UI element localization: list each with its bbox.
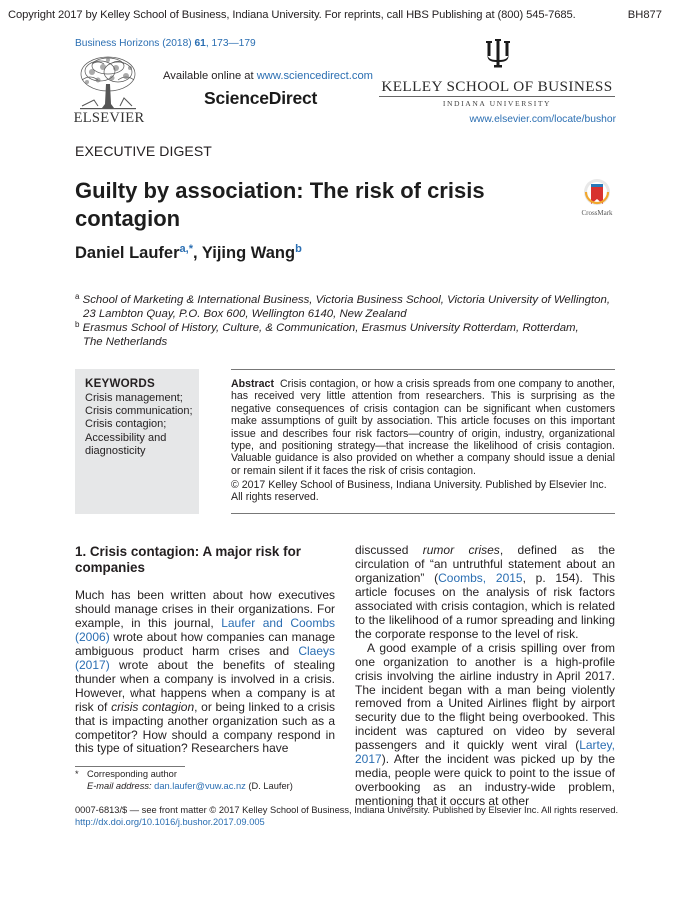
footnote-corresponding: Corresponding author (87, 769, 177, 779)
abstract-top-rule (231, 369, 615, 370)
iu-trident-logo-icon (483, 39, 513, 69)
footnote (75, 768, 293, 792)
paragraph-text: discussed (355, 543, 423, 557)
affiliation-mark: a (75, 292, 80, 301)
copyright-notice: Copyright 2017 by Kelley School of Business, Indiana University. For reprints, call HBS Publishing at (800) 545-7685. (8, 9, 576, 21)
citation-link[interactable]: Claeys (2017) (75, 643, 335, 672)
journal-homepage-link[interactable]: www.elsevier.com/locate/bushor (469, 114, 616, 125)
emphasis-text: crisis contagion (111, 699, 195, 714)
footnote-rule (75, 766, 185, 767)
article-code: BH877 (627, 9, 662, 21)
author-affiliation-mark[interactable]: a,* (179, 243, 193, 255)
emphasis-text: rumor crises (422, 543, 500, 557)
affiliation-a (75, 290, 635, 321)
paragraph-text: , p. 154). This article focuses on the analysis of risk factors associated with crisis contagion, which is related to the likelihood of a rumor spreading and linking the corporate response to the level of risk. (355, 570, 615, 641)
journal-volume: 61 (194, 38, 206, 49)
right-column (355, 544, 615, 809)
issn-text: 0007-6813/$ — see front matter (75, 805, 210, 815)
copyright-icon: © (231, 479, 239, 491)
paragraph-text: A good example of a crisis spilling over from one organization to another is a high-profile crisis involving the airline industry in April 2017. The incident began with a man being violently removed from a United Airlines flight by airport security due to the flight being overbooked. This incident was captured on video by several passengers and it quickly went viral ( (355, 640, 615, 753)
footnote-star: * (75, 769, 79, 779)
copyright-icon: © (209, 805, 217, 815)
paragraph-text: , or being linked to a crisis that is impacting another organization such as a competitor? How should a company respond in this type of situation? Researchers have (75, 699, 335, 756)
article-title: Guilty by association: The risk of crisis contagion (75, 178, 485, 231)
affiliation-line: The Netherlands (83, 336, 168, 348)
keyword-item: Accessibility and (85, 431, 167, 444)
affiliation-line: 23 Lambton Quay, P.O. Box 600, Wellington 6140, New Zealand (83, 308, 407, 320)
author-affiliation-mark[interactable]: b (295, 243, 302, 255)
journal-name: Business Horizons (2018) (75, 38, 195, 49)
abstract-copyright-text: 2017 Kelley School of Business, Indiana University. Published by Elsevier Inc. All rights reserved. (231, 479, 607, 504)
left-column (75, 589, 335, 756)
crossmark-label: CrossMark (581, 209, 613, 217)
paragraph-text: Much has been written about how executives should manage crises in their organizations. For example, in this journal, (75, 588, 335, 630)
citation-link[interactable]: Coombs, 2015 (438, 570, 523, 585)
abstract-copyright (231, 479, 615, 504)
keyword-item: diagnosticity (85, 444, 146, 457)
affiliation-mark: b (75, 320, 80, 329)
sciencedirect-wordmark: ScienceDirect (204, 88, 318, 108)
author-email-link[interactable]: dan.laufer@vuw.ac.nz (154, 781, 246, 791)
citation-link[interactable]: Laufer and Coombs (2006) (75, 615, 335, 644)
article-category: EXECUTIVE DIGEST (75, 143, 212, 159)
doi-link[interactable]: http://dx.doi.org/10.1016/j.bushor.2017.09.005 (75, 817, 265, 827)
elsevier-wordmark: ELSEVIER (73, 110, 145, 126)
paragraph-text: ). After the incident was picked up by the media, people were quick to point to the issue of overbooking as an industry-wide problem, mentioning that it occurs at other (355, 752, 615, 809)
affiliation-line: Erasmus School of History, Culture, & Communication, Erasmus University Rotterdam, Rotterdam, (82, 322, 579, 334)
citation-link[interactable]: Lartey, 2017 (355, 738, 615, 767)
author-list (75, 243, 302, 263)
keyword-item: Crisis contagion; (85, 418, 167, 431)
author-name[interactable]: Daniel Laufer (75, 244, 180, 262)
author-name[interactable]: , Yijing Wang (193, 244, 296, 262)
paragraph (355, 642, 615, 809)
section-heading: 1. Crisis contagion: A major risk for companies (75, 544, 301, 576)
abstract-bottom-rule (231, 513, 615, 514)
kelley-school-name: KELLEY SCHOOL OF BUSINESS (381, 78, 613, 95)
university-name: INDIANA UNIVERSITY (442, 99, 552, 108)
journal-citation[interactable] (75, 38, 256, 49)
abstract (231, 378, 615, 477)
keyword-item: Crisis communication; (85, 405, 193, 418)
abstract-text: Crisis contagion, or how a crisis spreads from one company to another, has received very little attention from researchers. This is surprising as the negative consequences of crisis contagion can be significant when customers make assumptions of guilt by association. This article focuses on this important issue and describes four risk factors—country of origin, industry, organizational type, and positioning strategy—that increase the likelihood of crisis contagion. Valuable guidance is also provided on whether a company should issue a denial or remain silent if it faces the risk of crisis contagion. (231, 378, 615, 477)
paragraph-text: wrote about how companies can manage ambiguous product harm crises and (75, 629, 335, 658)
journal-pages: , 173—179 (205, 38, 256, 49)
school-divider (379, 96, 615, 97)
keywords-list (85, 392, 193, 458)
available-online-label: Available online at (163, 70, 257, 82)
email-label: E-mail address: (87, 781, 155, 791)
available-online (163, 70, 373, 82)
footer-copyright: 2017 Kelley School of Business, Indiana University. Published by Elsevier Inc. All rights reserved. (216, 805, 619, 815)
paragraph (75, 589, 335, 756)
paragraph (355, 544, 615, 642)
sciencedirect-link[interactable]: www.sciencedirect.com (256, 70, 373, 82)
paragraph-text: wrote about the benefits of stealing thunder when a company is involved in a crisis. However, what happens when a company is at risk of (75, 657, 335, 714)
keyword-item: Crisis management; (85, 392, 183, 404)
affiliation-line: School of Marketing & International Business, Victoria Business School, Victoria University of Wellington, (82, 294, 611, 306)
page-footer (75, 804, 618, 828)
affiliation-b (75, 318, 635, 349)
paragraph-text: , defined as the circulation of “an untruthful statement about an organization” ( (355, 543, 616, 585)
email-suffix: (D. Laufer) (245, 781, 293, 791)
abstract-label: Abstract (231, 378, 274, 390)
keywords-title: KEYWORDS (85, 377, 155, 390)
